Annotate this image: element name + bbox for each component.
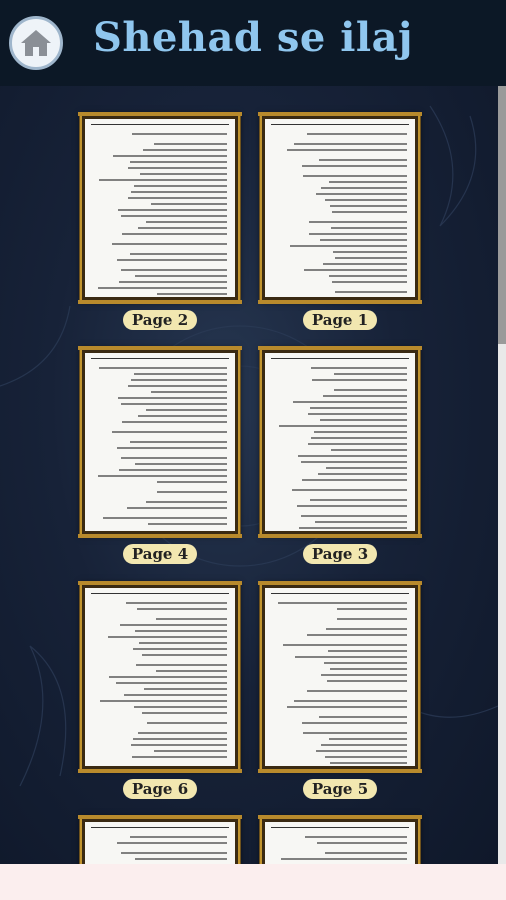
page-thumbnail[interactable] (78, 583, 242, 799)
page-thumbnail[interactable] (78, 114, 242, 330)
scrollbar[interactable] (498, 86, 506, 864)
page-frame (260, 817, 420, 864)
page-thumbnail[interactable] (258, 583, 422, 799)
page-image (265, 353, 415, 531)
page-frame (80, 583, 240, 771)
page-grid (0, 86, 498, 864)
page-frame (80, 348, 240, 536)
page-image (85, 588, 235, 766)
app-title: Shehad se ilaj (93, 14, 413, 61)
page-image (265, 588, 415, 766)
page-image (85, 119, 235, 297)
page-thumbnail-partial[interactable] (258, 817, 422, 864)
page-label: Page 5 (303, 779, 377, 799)
page-frame (80, 817, 240, 864)
page-thumbnail-partial[interactable] (78, 817, 242, 864)
page-image (265, 119, 415, 297)
footer-bar (0, 864, 506, 900)
page-thumbnail[interactable] (258, 348, 422, 564)
page-frame (260, 583, 420, 771)
app-header (0, 0, 506, 86)
page-label: Page 1 (303, 310, 377, 330)
page-frame (260, 348, 420, 536)
page-label: Page 6 (123, 779, 197, 799)
background-pattern (0, 86, 498, 864)
page-image (265, 822, 415, 864)
scrollbar-thumb[interactable] (498, 86, 506, 344)
page-frame (260, 114, 420, 302)
page-label: Page 4 (123, 544, 197, 564)
page-image (85, 353, 235, 531)
page-label: Page 3 (303, 544, 377, 564)
page-thumbnail[interactable] (78, 348, 242, 564)
page-frame (80, 114, 240, 302)
page-image (85, 822, 235, 864)
page-label: Page 2 (123, 310, 197, 330)
page-thumbnail[interactable] (258, 114, 422, 330)
